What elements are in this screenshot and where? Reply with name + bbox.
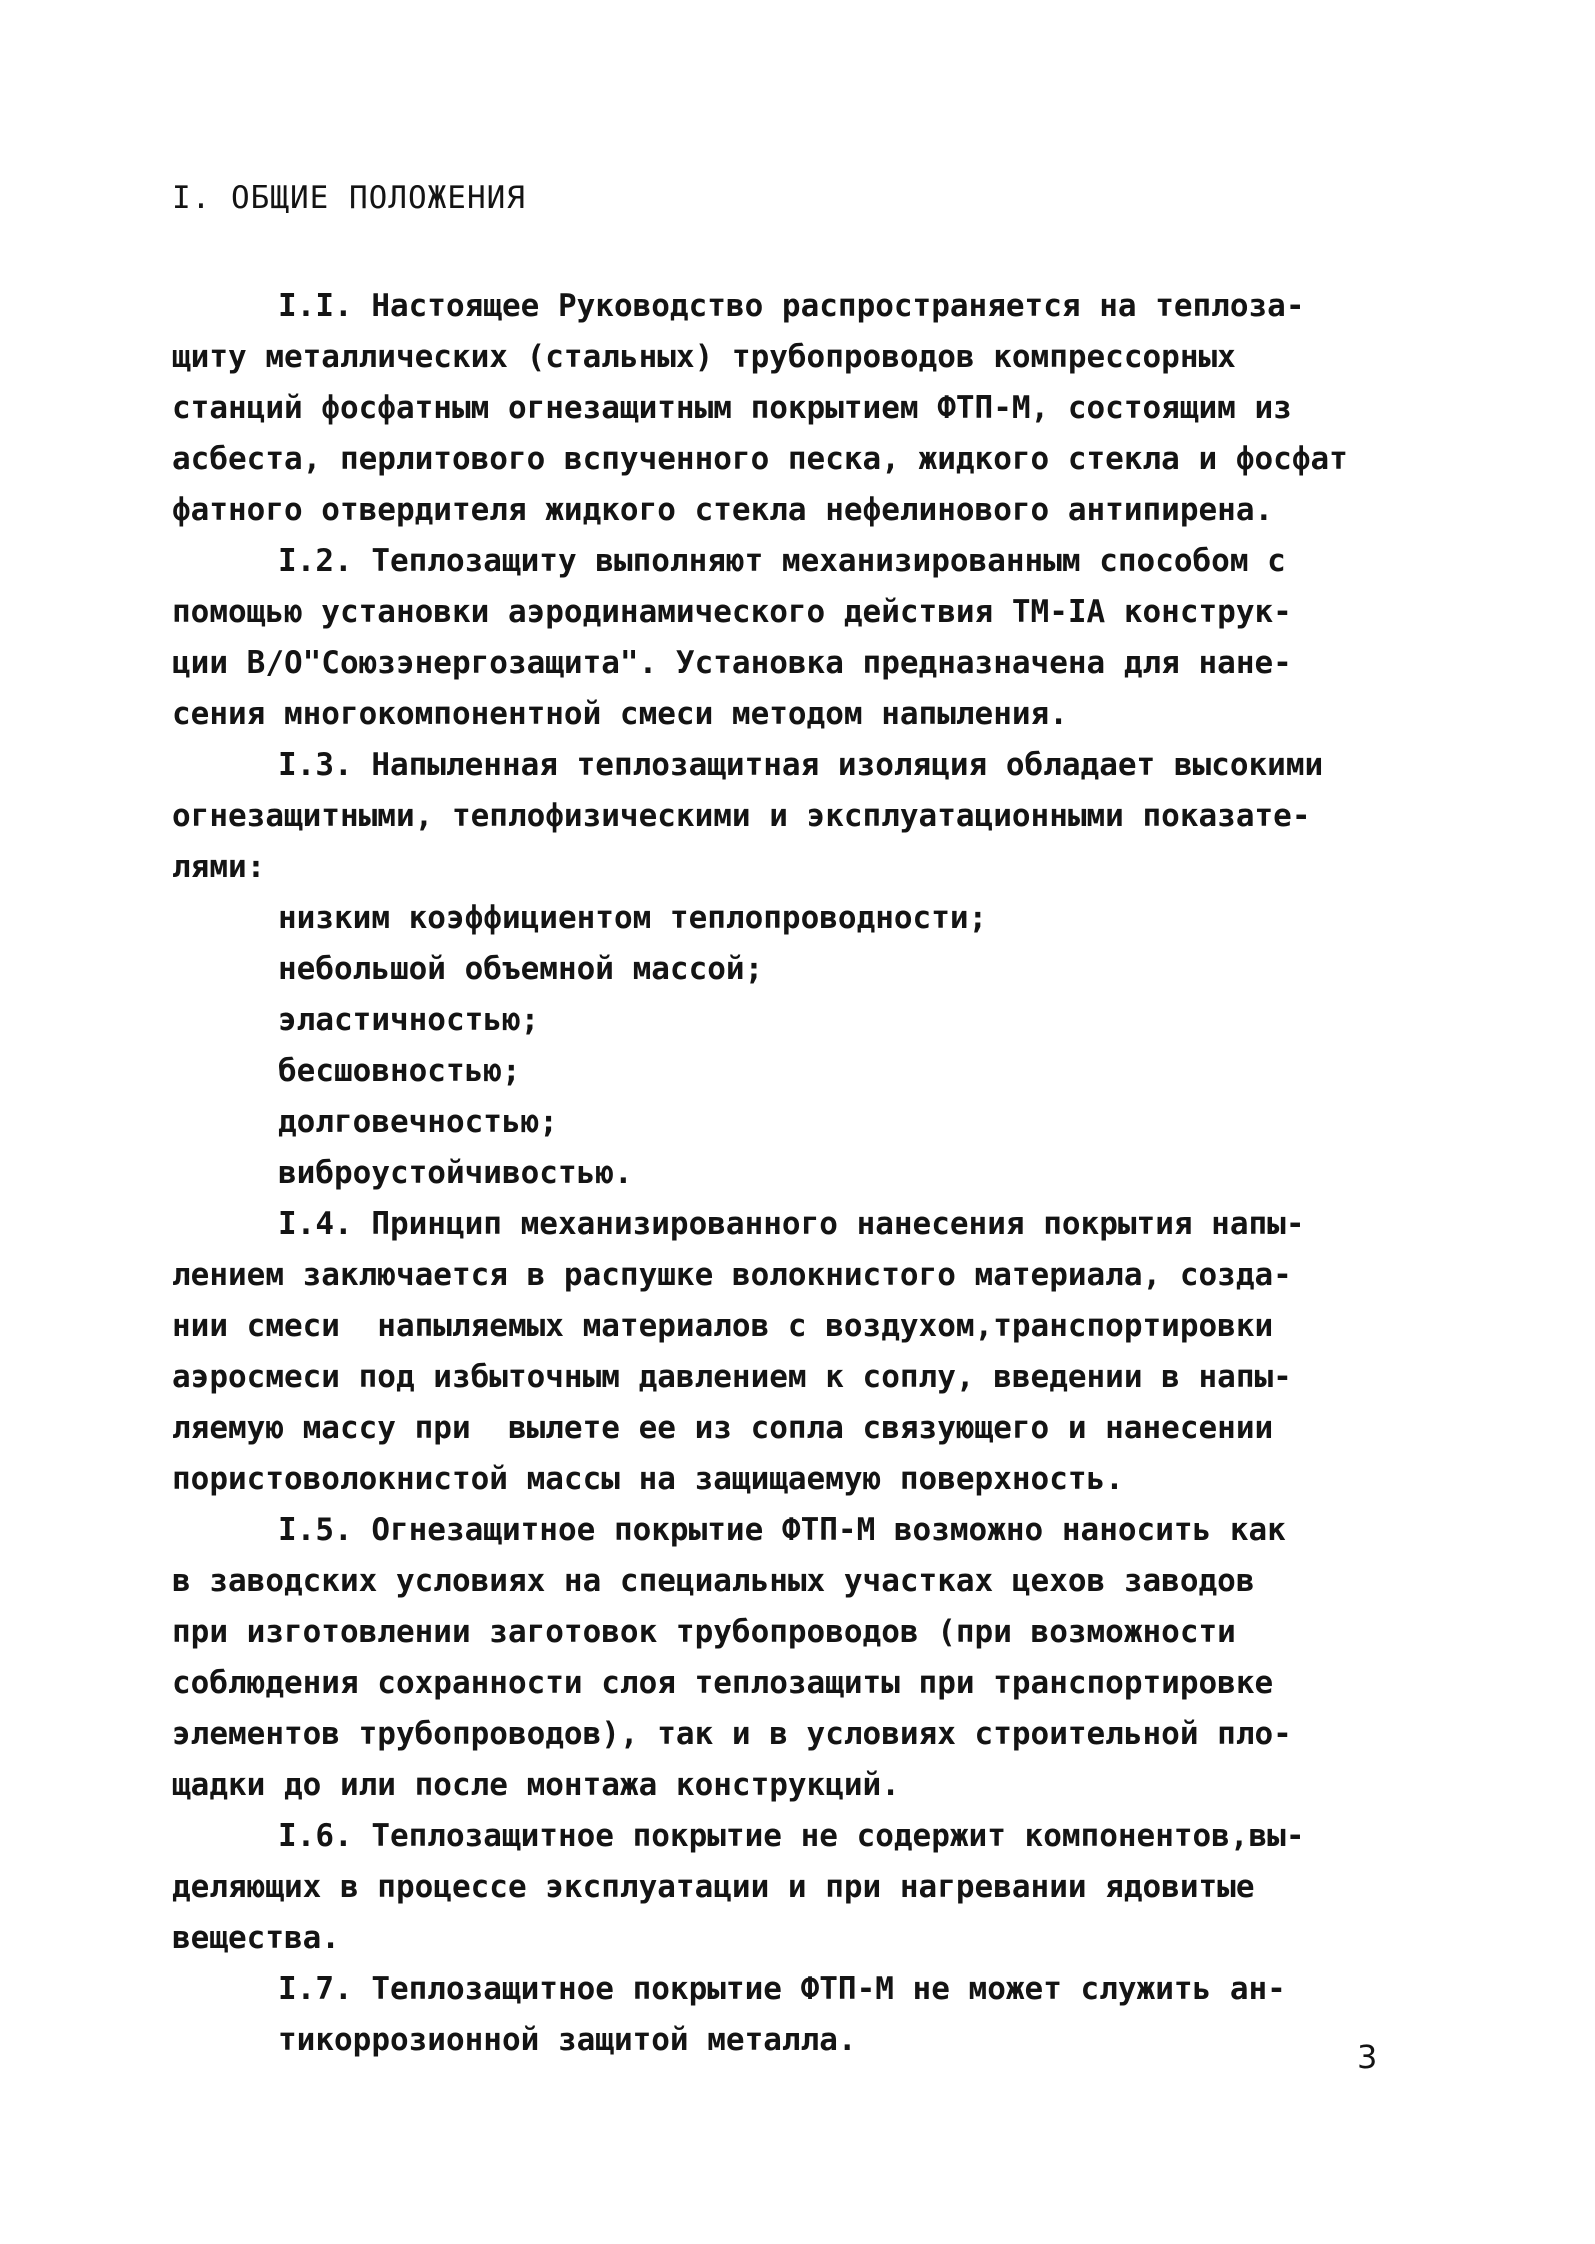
- paragraph-3-line-1: I.3. Напыленная теплозащитная изоляция обладает высокими: [278, 747, 1324, 783]
- paragraph-2-line-1: I.2. Теплозащиту выполняют механизированным способом с: [278, 543, 1286, 579]
- paragraph-4-line-4: аэросмеси под избыточным давлением к соплу, введении в напы-: [172, 1359, 1292, 1395]
- paragraph-5-line-3: при изготовлении заготовок трубопроводов (при возможности: [172, 1614, 1236, 1650]
- paragraph-4-line-5: ляемую массу при вылете ее из сопла связующего и нанесении: [172, 1410, 1274, 1446]
- list-item: эластичностью;: [278, 1002, 540, 1038]
- page-number: 3: [1357, 2038, 1378, 2076]
- paragraph-1-line-4: асбеста, перлитового вспученного песка, жидкого стекла и фосфат: [172, 441, 1348, 477]
- list-item: виброустойчивостью.: [278, 1155, 633, 1191]
- paragraph-3-line-2: огнезащитными, теплофизическими и эксплуатационными показате-: [172, 798, 1311, 834]
- paragraph-5-line-1: I.5. Огнезащитное покрытие ФТП-М возможно наносить как: [278, 1512, 1286, 1548]
- paragraph-4-line-1: I.4. Принцип механизированного нанесения покрытия напы-: [278, 1206, 1305, 1242]
- paragraph-1-line-2: щиту металлических (стальных) трубопроводов компрессорных: [172, 339, 1236, 375]
- paragraph-2-line-4: сения многокомпонентной смеси методом напыления.: [172, 696, 1068, 732]
- paragraph-4-line-6: пористоволокнистой массы на защищаемую поверхность.: [172, 1461, 1124, 1497]
- paragraph-7-line-2: тикоррозионной защитой металла.: [278, 2022, 857, 2058]
- list-item: низким коэффициентом теплопроводности;: [278, 900, 988, 936]
- section-heading: I. ОБЩИЕ ПОЛОЖЕНИЯ: [172, 180, 526, 216]
- list-item: бесшовностью;: [278, 1053, 521, 1089]
- paragraph-5-line-6: щадки до или после монтажа конструкций.: [172, 1767, 900, 1803]
- paragraph-3-line-3: лями:: [172, 849, 266, 885]
- list-item: небольшой объемной массой;: [278, 951, 764, 987]
- paragraph-6-line-3: вещества.: [172, 1920, 340, 1956]
- paragraph-4-line-3: нии смеси напыляемых материалов с воздухом,транспортировки: [172, 1308, 1274, 1344]
- paragraph-6-line-1: I.6. Теплозащитное покрытие не содержит компонентов,вы-: [278, 1818, 1305, 1854]
- paragraph-2-line-3: ции В/О"Союзэнергозащита". Установка предназначена для нане-: [172, 645, 1292, 681]
- paragraph-4-line-2: лением заключается в распушке волокнистого материала, созда-: [172, 1257, 1292, 1293]
- paragraph-2-line-2: помощью установки аэродинамического действия ТМ-IA конструк-: [172, 594, 1292, 630]
- paragraph-1-line-1: I.I. Настоящее Руководство распространяется на теплоза-: [278, 288, 1305, 324]
- paragraph-7-line-1: I.7. Теплозащитное покрытие ФТП-М не может служить ан-: [278, 1971, 1286, 2007]
- paragraph-6-line-2: деляющих в процессе эксплуатации и при нагревании ядовитые: [172, 1869, 1255, 1905]
- paragraph-5-line-5: элементов трубопроводов), так и в условиях строительной пло-: [172, 1716, 1292, 1752]
- paragraph-1-line-5: фатного отвердителя жидкого стекла нефелинового антипирена.: [172, 492, 1274, 528]
- list-item: долговечностью;: [278, 1104, 558, 1140]
- paragraph-5-line-2: в заводских условиях на специальных участках цехов заводов: [172, 1563, 1255, 1599]
- paragraph-5-line-4: соблюдения сохранности слоя теплозащиты при транспортировке: [172, 1665, 1274, 1701]
- paragraph-1-line-3: станций фосфатным огнезащитным покрытием ФТП-М, состоящим из: [172, 390, 1292, 426]
